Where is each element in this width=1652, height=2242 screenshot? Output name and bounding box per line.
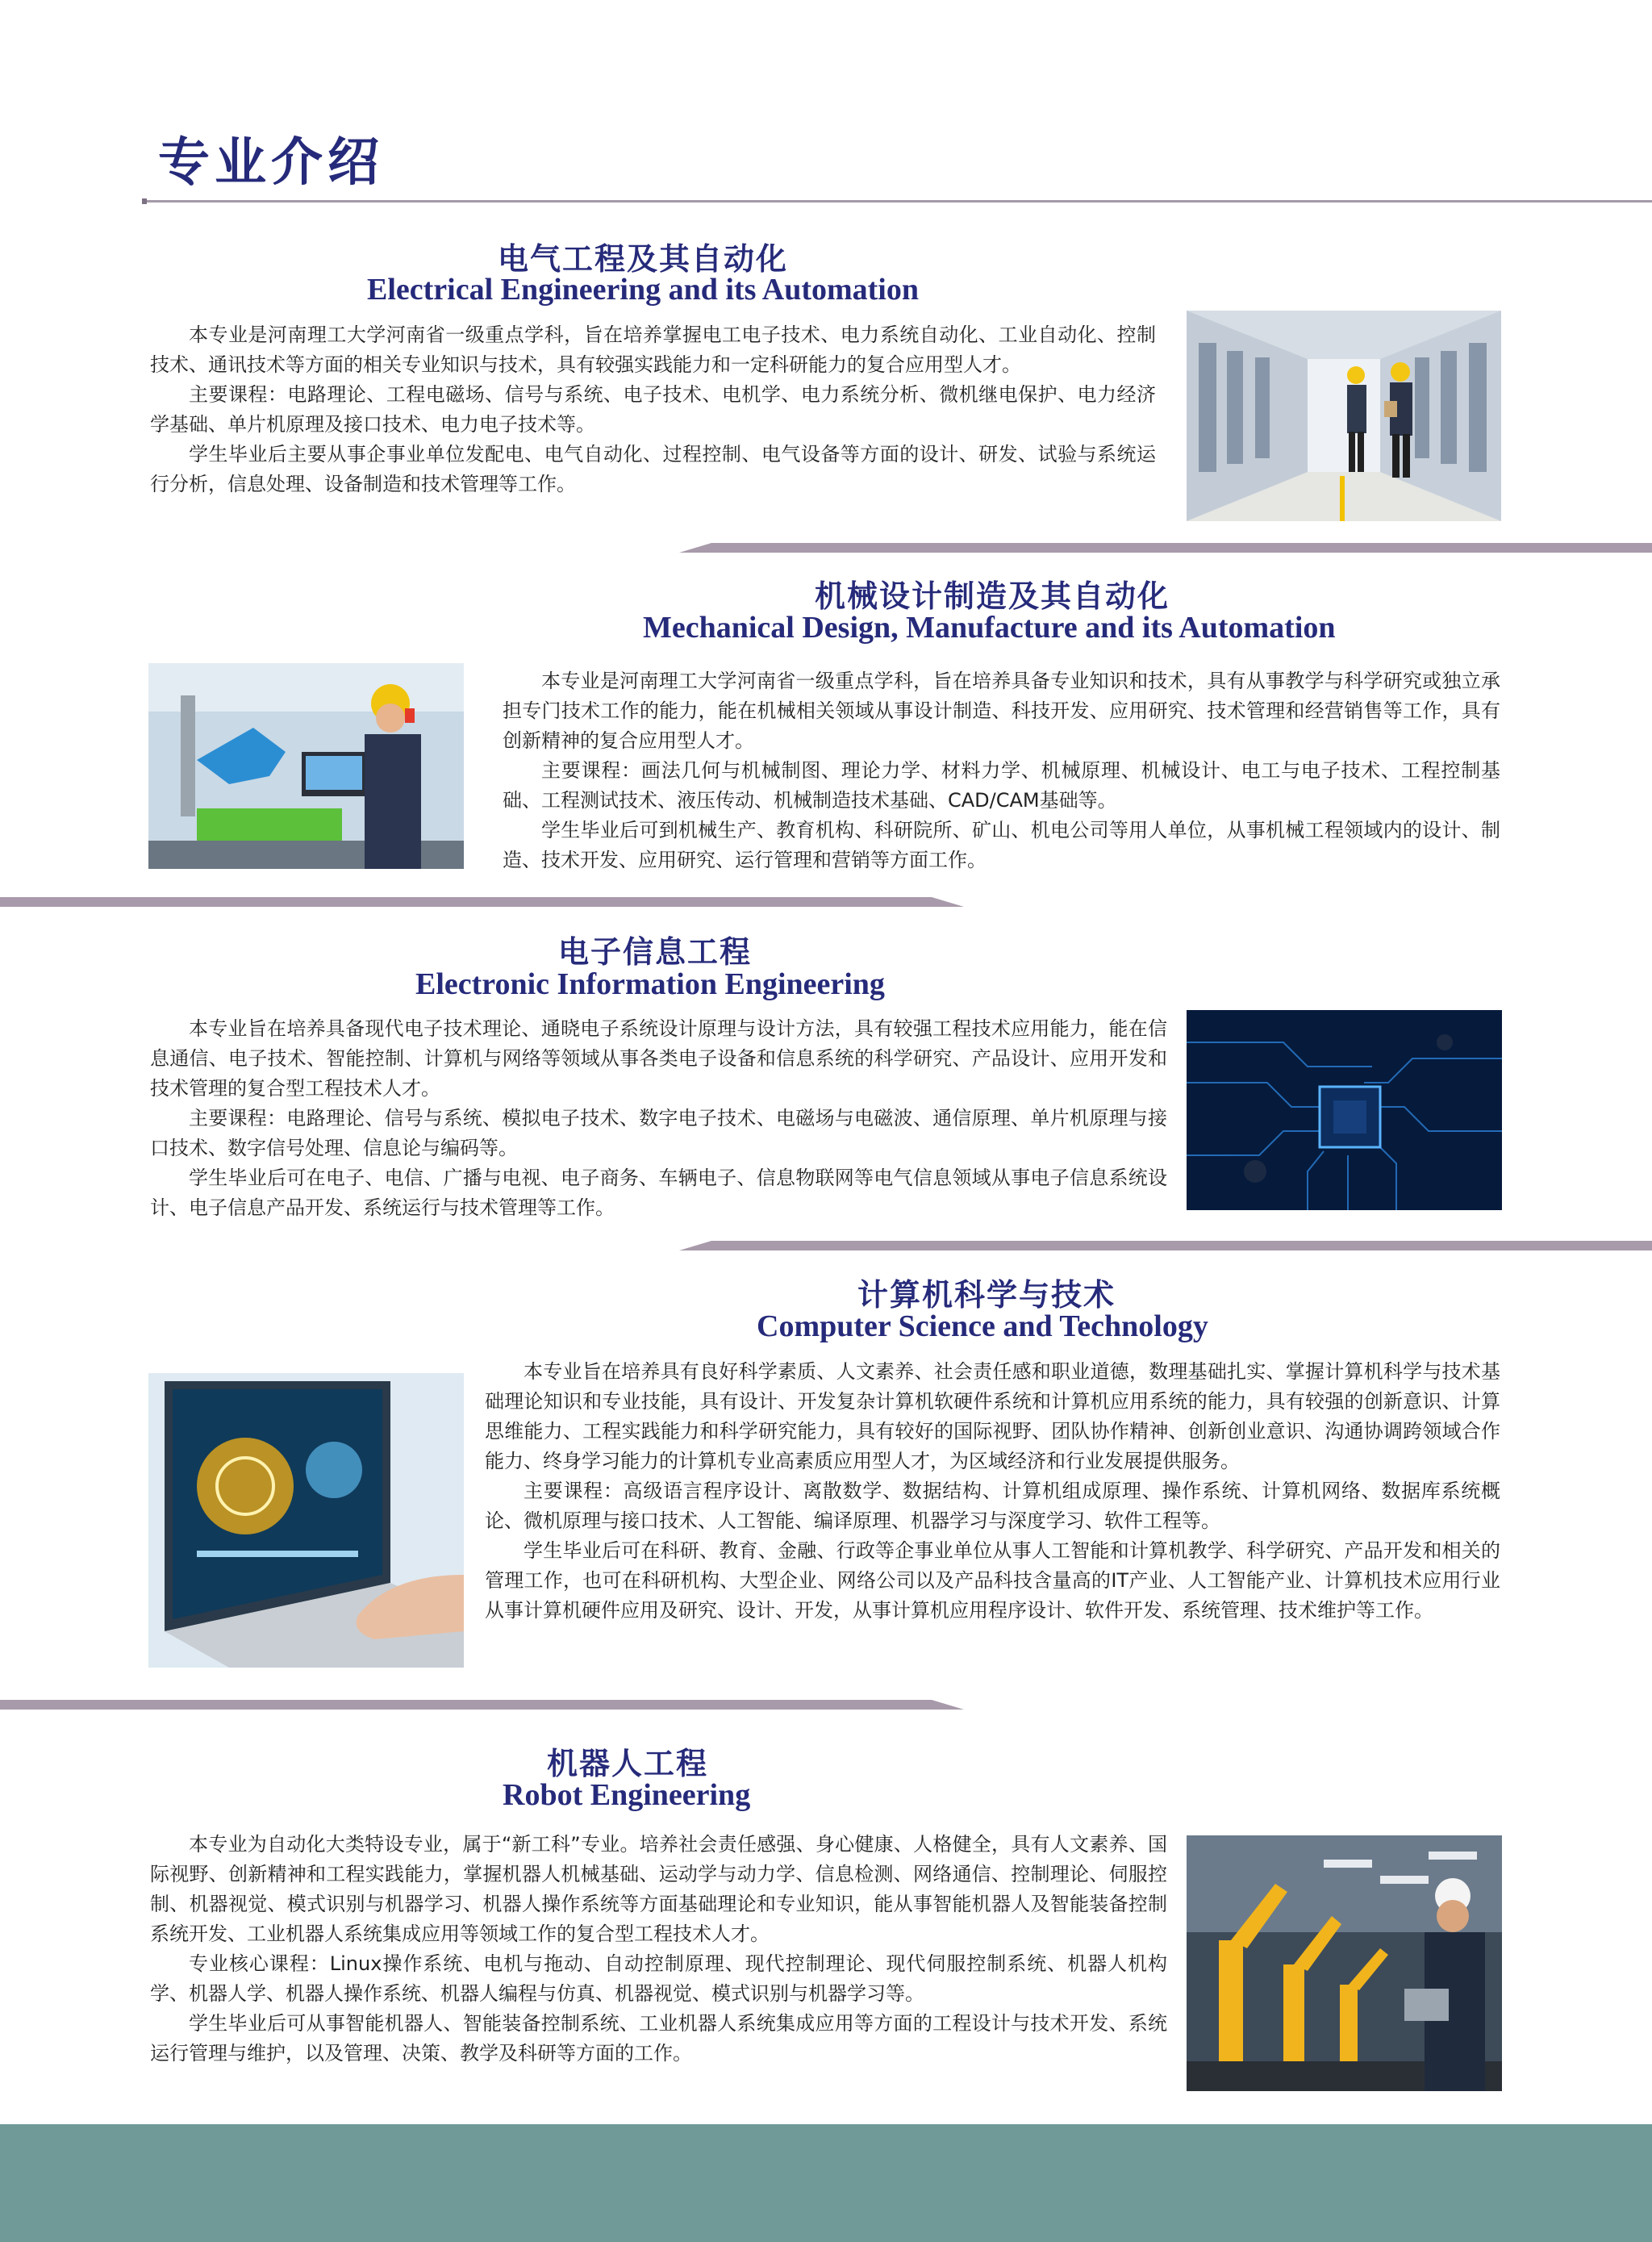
intro-paragraph: 本专业为自动化大类特设专业，属于“新工科”专业。培养社会责任感强、身心健康、人格健全，具有人文素养、国际视野、创新精神和工程实践能力，掌握机器人机械基础、运动学与动力学、信息检测、网络通信、控制理论、伺服控制、机器视觉、模式识别与机器学习、机器人操作系统等方面基础理论和专业知识，能从事智能机器人及智能装备控制系统开发、工业机器人系统集成应用等领域工作的复合型工程技术人才。 <box>150 1833 1167 1945</box>
major-title-en: Robot Engineering <box>503 1778 751 1812</box>
courses-paragraph: 主要课程：高级语言程序设计、离散数学、数据结构、计算机组成原理、操作系统、计算机网络、数据库系统概论、微机原理与接口技术、人工智能、编译原理、机器学习与深度学习、软件工程等。 <box>485 1480 1500 1532</box>
intro-paragraph: 本专业是河南理工大学河南省一级重点学科，旨在培养具备专业知识和技术，具有从事教学与科学研究或独立承担专门技术工作的能力，能在机械相关领域从事设计制造、科技开发、应用研究、技术管理和经营销售等工作，具有创新精神的复合应用型人才。 <box>503 670 1500 752</box>
intro-paragraph: 本专业旨在培养具有良好科学素质、人文素养、社会责任感和职业道德，数理基础扎实、掌握计算机科学与技术基础理论知识和专业技能，具有设计、开发复杂计算机软硬件系统和计算机应用系统的能力，具有较强的创新意识、计算思维能力、工程实践能力和科学研究能力，具有较好的国际视野、团队协作精神、创新创业意识、沟通协调跨领域合作能力、终身学习能力的计算机专业高素质应用型人才，为区域经济和行业发展提供服务。 <box>485 1360 1500 1472</box>
intro-paragraph: 本专业旨在培养具备现代电子技术理论、通晓电子系统设计原理与设计方法，具有较强工程技术应用能力，能在信息通信、电子技术、智能控制、计算机与网络等领域从事各类电子设备和信息系统的科学研究、产品设计、应用开发和技术管理的复合型工程技术人才。 <box>150 1017 1167 1100</box>
courses-paragraph: 主要课程：电路理论、信号与系统、模拟电子技术、数字电子技术、电磁场与电磁波、通信原理、单片机原理与接口技术、数字信号处理、信息论与编码等。 <box>150 1107 1167 1159</box>
page-title: 专业介绍 <box>158 133 384 193</box>
major-title-en: Electronic Information Engineering <box>415 967 885 1001</box>
major-title-cn: 机器人工程 <box>547 1746 709 1781</box>
major-title-cn: 电气工程及其自动化 <box>498 241 789 277</box>
major-title-cn: 电子信息工程 <box>558 934 753 970</box>
title-divider <box>142 200 1652 202</box>
major-title-en: Electrical Engineering and its Automation <box>367 273 919 307</box>
major-description <box>150 1014 1167 1223</box>
career-paragraph: 学生毕业后可在科研、教育、金融、行政等企事业单位从事人工智能和计算机教学、科学研究、产品开发和相关的管理工作，也可在科研机构、大型企业、网络公司以及产品科技含量高的IT产业、人工智能产业、计算机技术应用行业从事计算机硬件应用及研究、设计、开发，从事计算机应用程序设计、软件开发、系统管理、技术维护等工作。 <box>485 1539 1500 1622</box>
engineer-with-robot-arm-photo <box>148 663 464 869</box>
major-title-cn: 机械设计制造及其自动化 <box>815 578 1170 614</box>
courses-paragraph: 主要课程：画法几何与机械制图、理论力学、材料力学、机械原理、机械设计、电工与电子技术、工程控制基础、工程测试技术、液压传动、机械制造技术基础、CAD/CAM基础等。 <box>503 759 1500 812</box>
major-title-cn: 计算机科学与技术 <box>857 1277 1116 1313</box>
major-title-en: Computer Science and Technology <box>757 1309 1208 1343</box>
laptop-data-visualization-photo <box>148 1373 464 1668</box>
career-paragraph: 学生毕业后可在电子、电信、广播与电视、电子商务、车辆电子、信息物联网等电气信息领域从事电子信息系统设计、电子信息产品开发、系统运行与技术管理等工作。 <box>150 1167 1167 1219</box>
section-divider <box>679 543 1652 553</box>
footer-bar <box>0 2124 1652 2242</box>
title-divider-accent <box>142 198 147 204</box>
courses-paragraph: 专业核心课程：Linux操作系统、电机与拖动、自动控制原理、现代控制理论、现代伺服控制系统、机器人机构学、机器人学、机器人操作系统、机器人编程与仿真、机器视觉、模式识别与机器学习等。 <box>150 1952 1167 2005</box>
major-description <box>485 1357 1500 1626</box>
courses-paragraph: 主要课程：电路理论、工程电磁场、信号与系统、电子技术、电机学、电力系统分析、微机继电保护、电力经济学基础、单片机原理及接口技术、电力电子技术等。 <box>150 383 1156 436</box>
section-divider <box>0 1700 964 1710</box>
major-description <box>150 1830 1167 2069</box>
career-paragraph: 学生毕业后主要从事企事业单位发配电、电气自动化、过程控制、电气设备等方面的设计、研发、试验与系统运行分析，信息处理、设备制造和技术管理等工作。 <box>150 443 1156 495</box>
major-description <box>150 320 1156 499</box>
section-divider <box>679 1241 1652 1250</box>
major-description <box>503 666 1500 875</box>
section-divider <box>0 897 964 907</box>
industrial-robots-engineer-photo <box>1187 1835 1502 2091</box>
career-paragraph: 学生毕业后可到机械生产、教育机构、科研院所、矿山、机电公司等用人单位，从事机械工程领域内的设计、制造、技术开发、应用研究、运行管理和营销等方面工作。 <box>503 819 1500 871</box>
major-title-en: Mechanical Design, Manufacture and its Automation <box>643 611 1336 645</box>
intro-paragraph: 本专业是河南理工大学河南省一级重点学科，旨在培养掌握电工电子技术、电力系统自动化、工业自动化、控制技术、通讯技术等方面的相关专业知识与技术，具有较强实践能力和一定科研能力的复合应用型人才。 <box>150 324 1156 376</box>
electrical-control-room-photo <box>1187 311 1501 521</box>
circuit-board-chip-photo <box>1187 1010 1502 1210</box>
career-paragraph: 学生毕业后可从事智能机器人、智能装备控制系统、工业机器人系统集成应用等方面的工程设计与技术开发、系统运行管理与维护，以及管理、决策、教学及科研等方面的工作。 <box>150 2012 1167 2065</box>
